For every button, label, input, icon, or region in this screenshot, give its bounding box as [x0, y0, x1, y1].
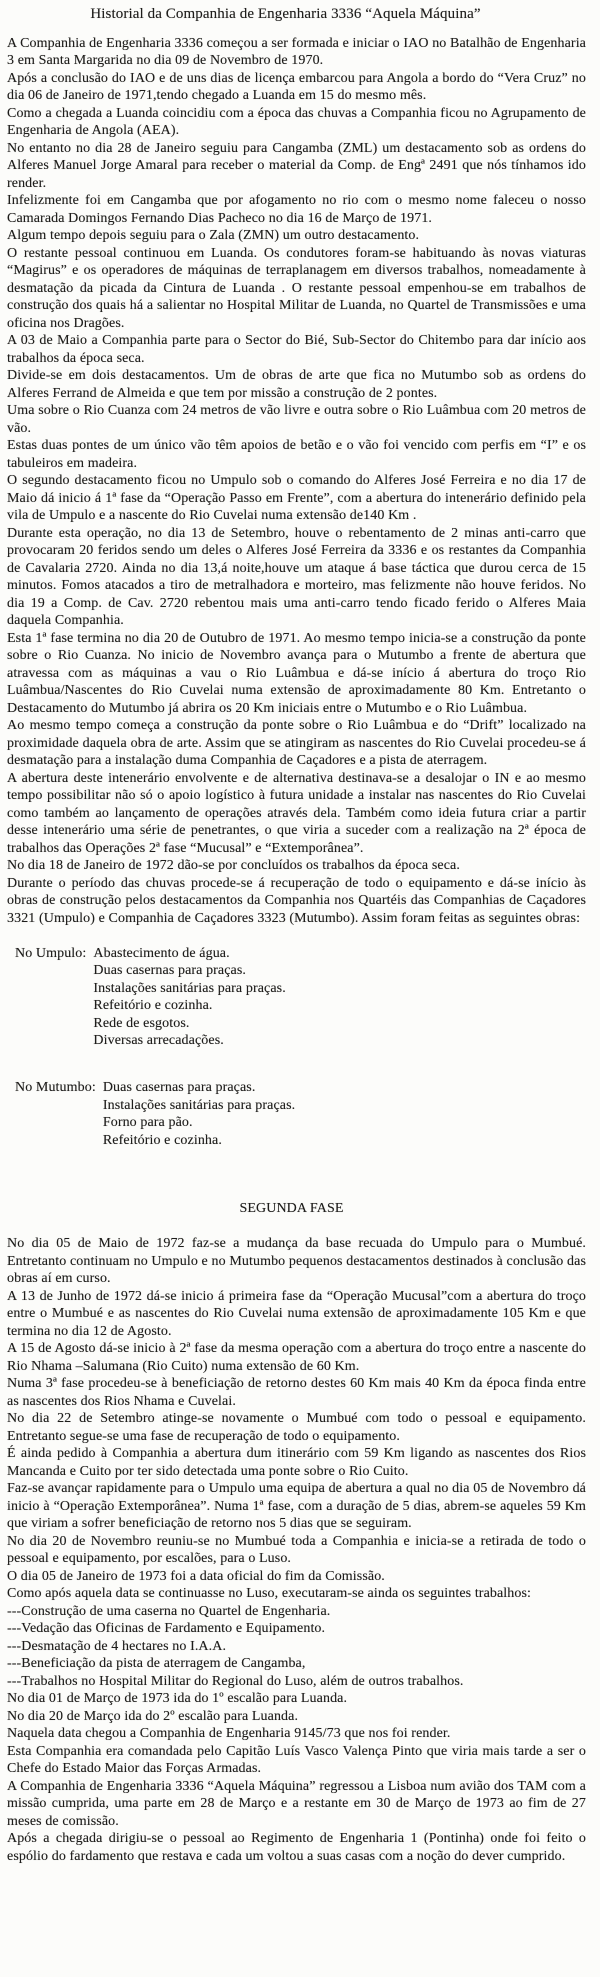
paragraph: ---Vedação das Oficinas de Fardamento e Equipamento. [7, 1621, 326, 1636]
spacer [7, 927, 586, 945]
paragraph: A 03 de Maio a Companhia parte para o Sector do Bié, Sub-Sector do Chitembo para dar início aos trabalhos da época seca. [7, 333, 586, 366]
works-list-item: Refeitório e cozinha. [93, 998, 213, 1013]
works-list-label: No Mutumbo: [15, 1080, 96, 1096]
paragraph: A Companhia de Engenharia 3336 “Aquela Máquina” regressou a Lisboa num avião dos TAM com a missão cumprida, uma parte em 28 de Março e a restante em 30 de Março de 1973 ao fim de 27 meses de comissão. [7, 1778, 586, 1829]
paragraph: Divide-se em dois destacamentos. Um de obras de arte que fica no Mutumbo sob as ordens do Alferes Ferrand de Almeida e que tem por missão a construção de 2 pontes. [7, 368, 586, 401]
works-list-item: Abastecimento de água. [93, 945, 230, 961]
paragraph: No dia 20 de Março ida do 2º escalão para Luanda. [7, 1708, 299, 1724]
works-list [15, 945, 586, 1050]
paragraph: O segundo destacamento ficou no Umpulo sob o comando do Alferes José Ferreira e no dia 17 de Maio dá inicio á 1ª fase da “Operação Passo em Frente”, com a abertura do intenerário definido pela vila de Umpulo e a nascente do Rio Cuvelai numa extensão de140 Km . [7, 473, 586, 523]
paragraph: O dia 05 de Janeiro de 1973 foi a data oficial do fim da Comissão. [7, 1568, 385, 1584]
spacer [7, 1050, 586, 1080]
document-body [7, 35, 586, 1866]
paragraph: Uma sobre o Rio Cuanza com 24 metros de vão livre e outra sobre o Rio Luâmbua com 20 metros de vão. [7, 403, 586, 436]
paragraph: A abertura deste intenerário envolvente e de alternativa destinava-se a desalojar o IN e ao mesmo tempo possibilitar não só o apoio logístico à futura unidade a instalar nas nascentes do Rio Cuvelai como também ao lançamento de operações através dela. Também como ideia futura criar a partir desse intenerário uma série de penetrantes, o que viria a suceder com a realização na 2ª época de trabalhos das Operações 2ª fase “Mucusal” e “Extemporânea”. [7, 770, 586, 856]
works-list-item: Duas casernas para praças. [102, 1080, 256, 1096]
paragraph: Esta Companhia era comandada pelo Capitão Luís Vasco Valença Pinto que viria mais tarde a ser o Chefe do Estado Maior das Forças Armadas. [7, 1743, 586, 1776]
paragraph: No dia 01 de Março de 1973 ida do 1º escalão para Luanda. [7, 1691, 348, 1706]
paragraph: Como após aquela data se continuasse no Luso, executaram-se ainda os seguintes trabalhos: [7, 1586, 532, 1601]
paragraph: No entanto no dia 28 de Janeiro seguiu para Cangamba (ZML) um destacamento sob as ordens do Alferes Manuel Jorge Amaral para receber o material da Comp. de Engª 2491 que nós tínhamos ido render. [7, 140, 586, 191]
paragraph: Como a chegada a Luanda coincidiu com a época das chuvas a Companhia ficou no Agrupamento de Engenharia de Angola (AEA). [7, 105, 586, 138]
paragraph: É ainda pedido à Companhia a abertura dum itinerário com 59 Km ligando as nascentes dos Rios Mancanda e Cuito por ter sido detectada uma ponte sobre o Rio Cuito. [7, 1446, 586, 1479]
works-list-item: Duas casernas para praças. [93, 963, 247, 978]
paragraph: A 13 de Junho de 1972 dá-se inicio á primeira fase da “Operação Mucusal”com a abertura do troço entre o Mumbué e as nascentes do Rio Cuvelai numa extensão de aproximadamente 105 Km e que termina no dia 12 de Agosto. [7, 1288, 586, 1339]
paragraph: Ao mesmo tempo começa a construção da ponte sobre o Rio Luâmbua e do “Drift” localizado na proximidade daquela obra de arte. Assim que se atingiram as nascentes do Rio Cuvelai procedeu-se á desmatação para a instalação duma Companhia de Caçadores e a pista de aterragem. [7, 718, 586, 768]
paragraph: Após a chegada dirigiu-se o pessoal ao Regimento de Engenharia 1 (Pontinha) onde foi feito o espólio do fardamento que restava e cada um voltou a suas casas com a noção do dever cumprido. [7, 1831, 586, 1864]
works-list-label: No Umpulo: [15, 945, 87, 961]
paragraph: ---Construção de uma caserna no Quartel de Engenharia. [7, 1603, 331, 1619]
works-list-item: Forno para pão. [102, 1115, 193, 1131]
spacer [7, 1218, 586, 1236]
paragraph: Algum tempo depois seguiu para o Zala (ZMN) um outro destacamento. [7, 228, 420, 243]
paragraph: No dia 22 de Setembro atinge-se novamente o Mumbué com todo o pessoal e equipamento. Entretanto segue-se uma fase de recuperação de todo o equipamento. [7, 1411, 586, 1444]
paragraph: Faz-se avançar rapidamente para o Umpulo uma equipa de abertura a qual no dia 05 de Novembro dá inicio à “Operação Extemporânea”. Numa 1ª fase, com a duração de 5 dias, abrem-se aqueles 59 Km que viriam a sofrer beneficiação de retorno nos 5 dias que se seguiram. [7, 1481, 586, 1531]
paragraph: Durante esta operação, no dia 13 de Setembro, houve o rebentamento de 2 minas anti-carro que provocaram 20 feridos sendo um deles o Alferes José Ferreira da 3336 e os restantes da Companhia de Cavalaria 2720. Ainda no dia 13,á noite,houve um ataque á base táctica que durou cerca de 15 minutos. Fomos atacados a tiro de metralhadora e morteiro, mas felizmente não houve feridos. No dia 19 a Comp. de Cav. 2720 rebentou mais uma anti-carro tendo ficado ferido o Alferes Maia daquela Companhia. [7, 525, 586, 628]
works-list-item: Refeitório e cozinha. [102, 1132, 222, 1148]
paragraph: ---Beneficiação da pista de aterragem de Cangamba, [7, 1656, 306, 1671]
document-title: Historial da Companhia de Engenharia 3336 “Aquela Máquina” [90, 6, 481, 22]
works-list [15, 1079, 586, 1149]
paragraph: No dia 18 de Janeiro de 1972 dão-se por concluídos os trabalhos da época seca. [7, 858, 460, 873]
paragraph: Estas duas pontes de um único vão têm apoios de betão e o vão foi vencido com perfis em “I” e os tabuleiros em madeira. [7, 438, 586, 471]
paragraph: Infelizmente foi em Cangamba que por afogamento no rio com o mesmo nome faleceu o nosso Camarada Domingos Fernando Dias Pacheco no dia 16 de Março de 1971. [7, 193, 586, 226]
paragraph: ---Trabalhos no Hospital Militar do Regional do Luso, além de outros trabalhos. [7, 1673, 464, 1689]
paragraph: Durante o período das chuvas procede-se á recuperação de todo o equipamento e dá-se início às obras de construção pelos destacamentos da Companhia nos Quartéis das Companhias de Caçadores 3321 (Umpulo) e Companhia de Caçadores 3323 (Mutumbo). Assim foram feitas as seguintes obras: [7, 875, 586, 926]
works-list-item: Instalações sanitárias para praças. [93, 980, 286, 996]
paragraph: Após a conclusão do IAO e de uns dias de licença embarcou para Angola a bordo do “Vera Cruz” no dia 06 de Janeiro de 1971,tendo chegado a Luanda em 15 do mesmo mês. [7, 70, 586, 103]
spacer [7, 1149, 586, 1200]
section-heading: SEGUNDA FASE [239, 1201, 344, 1216]
paragraph: Esta 1ª fase termina no dia 20 de Outubro de 1971. Ao mesmo tempo inicia-se a construção da ponte sobre o Rio Cuanza. No inicio de Novembro avança para o Mutumbo a frente de abertura que atravessa com as máquinas a vau o Rio Luâmbua e dá-se início á abertura do troço Rio Luâmbua/Nascentes do Rio Cuvelai numa extensão de aproximadamente 80 Km. Entretanto o Destacamento do Mutumbo já abrira os 20 Km iniciais entre o Mutumbo e o Rio Luâmbua. [7, 630, 586, 716]
paragraph: No dia 20 de Novembro reuniu-se no Mumbué toda a Companhia e inicia-se a retirada de todo o pessoal e equipamento, por escalões, para o Luso. [7, 1533, 586, 1566]
paragraph: Naquela data chegou a Companhia de Engenharia 9145/73 que nos foi render. [7, 1726, 451, 1741]
works-list-item: Diversas arrecadações. [93, 1033, 224, 1048]
paragraph: A 15 de Agosto dá-se inicio à 2ª fase da mesma operação com a abertura do troço entre a nascente do Rio Nhama –Salumana (Rio Cuito) numa extensão de 60 Km. [7, 1341, 586, 1374]
paragraph: Numa 3ª fase procedeu-se à beneficiação de retorno destes 60 Km mais 40 Km da época finda entre as nascentes dos Rios Nhama e Cuvelai. [7, 1376, 586, 1409]
paragraph: A Companhia de Engenharia 3336 começou a ser formada e iniciar o IAO no Batalhão de Engenharia 3 em Santa Margarida no dia 09 de Novembro de 1970. [7, 35, 586, 68]
paragraph: O restante pessoal continuou em Luanda. Os condutores foram-se habituando às novas viaturas “Magirus” e os operadores de máquinas de terraplanagem em diversos trabalhos, nomeadamente à desmatação da picada da Cintura de Luanda . O restante pessoal empenhou-se em trabalhos de construção dos quais há a salientar no Hospital Militar de Luanda, no Quartel de Transmissões e uma oficina nos Dragões. [7, 245, 586, 331]
paragraph: ---Desmatação de 4 hectares no I.A.A. [7, 1638, 227, 1654]
works-list-item: Instalações sanitárias para praças. [102, 1097, 296, 1113]
works-list-item: Rede de esgotos. [93, 1015, 190, 1031]
paragraph: No dia 05 de Maio de 1972 faz-se a mudança da base recuada do Umpulo para o Mumbué. Entretanto continuam no Umpulo e no Mutumbo pequenos destacamentos destinados à conclusão das obras aí em curso. [7, 1236, 586, 1286]
